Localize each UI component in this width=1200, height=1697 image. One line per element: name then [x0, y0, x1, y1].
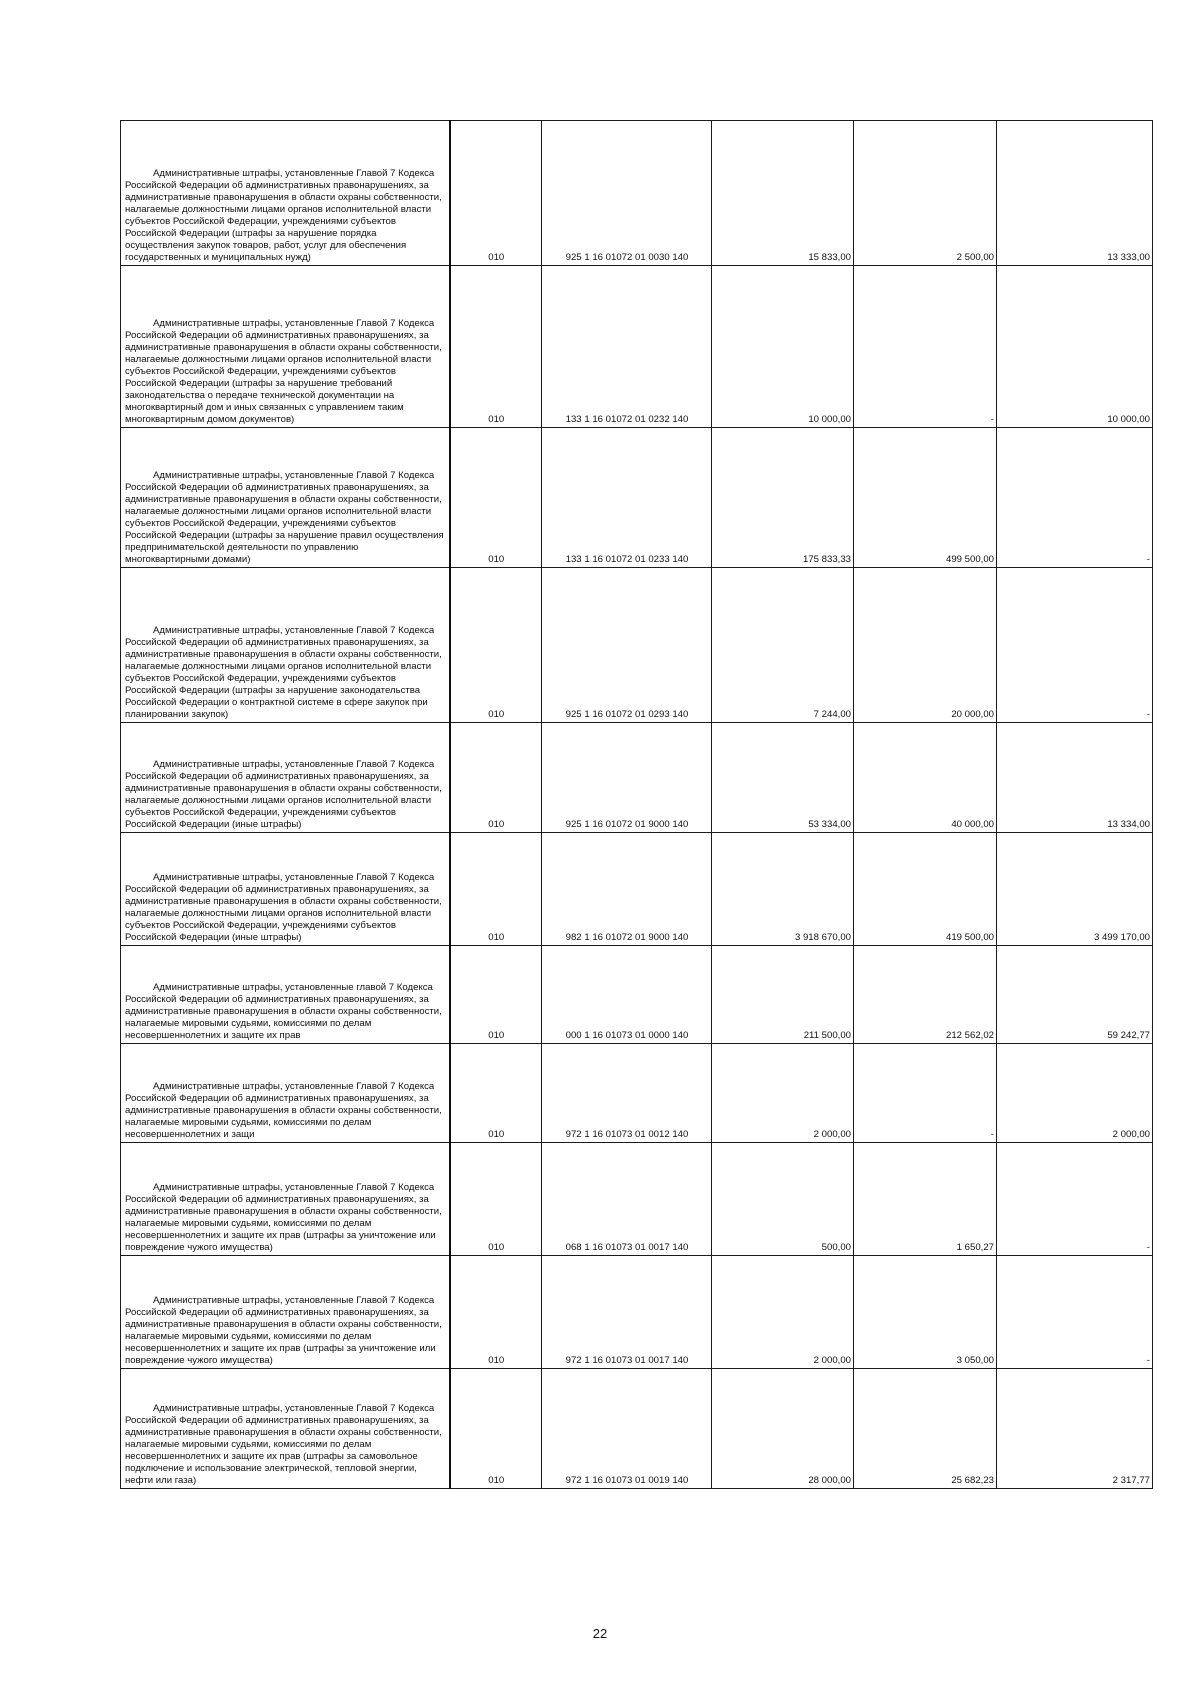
- row-value-2: 499 500,00: [854, 428, 997, 568]
- row-value-2: -: [854, 1044, 997, 1143]
- row-line-code: 010: [450, 946, 542, 1044]
- row-value-1: 3 918 670,00: [712, 833, 854, 946]
- row-name: Административные штрафы, установленные Главой 7 Кодекса Российской Федерации об административных правонарушениях, за административные правонарушения в области охраны собственности, налагаемые мировыми судьями, комиссиями по делам несовершеннолетних и защите их прав (штрафы за уничтожение или повреждение чужого имущества): [125, 1295, 442, 1366]
- row-value-3: -: [997, 568, 1153, 723]
- row-kbk-code: 982 1 16 01072 01 9000 140: [542, 833, 712, 946]
- row-kbk-code: 133 1 16 01072 01 0233 140: [542, 428, 712, 568]
- row-value-2: 25 682,23: [854, 1369, 997, 1489]
- row-value-1: 10 000,00: [712, 266, 854, 428]
- row-value-2: 20 000,00: [854, 568, 997, 723]
- row-value-3: 13 334,00: [997, 723, 1153, 833]
- row-line-code: 010: [450, 1143, 542, 1256]
- table-row: [121, 1044, 1153, 1143]
- row-kbk-code: 972 1 16 01073 01 0017 140: [542, 1256, 712, 1369]
- table-row: [121, 1256, 1153, 1369]
- row-name: Административные штрафы, установленные Главой 7 Кодекса Российской Федерации об административных правонарушениях, за административные правонарушения в области охраны собственности, налагаемые мировыми судьями, комиссиями по делам несовершеннолетних и защите их прав (штрафы за самовольное подключение и использование электрической, тепловой энергии, нефти или газа): [125, 1403, 442, 1486]
- row-value-3: 3 499 170,00: [997, 833, 1153, 946]
- row-value-3: 2 317,77: [997, 1369, 1153, 1489]
- row-value-3: 10 000,00: [997, 266, 1153, 428]
- row-value-3: 13 333,00: [997, 121, 1153, 266]
- row-value-2: 1 650,27: [854, 1143, 997, 1256]
- table-row: [121, 833, 1153, 946]
- row-value-3: -: [997, 1256, 1153, 1369]
- row-line-code: 010: [450, 121, 542, 266]
- row-kbk-code: 068 1 16 01073 01 0017 140: [542, 1143, 712, 1256]
- row-name-cell: [121, 568, 450, 723]
- table-row: [121, 428, 1153, 568]
- row-value-1: 211 500,00: [712, 946, 854, 1044]
- row-name-cell: [121, 723, 450, 833]
- row-name-cell: [121, 1369, 450, 1489]
- row-line-code: 010: [450, 568, 542, 723]
- row-name: Административные штрафы, установленные Главой 7 Кодекса Российской Федерации об административных правонарушениях, за административные правонарушения в области охраны собственности, налагаемые должностными лицами органов исполнительной власти субъектов Российской Федерации, учреждениями субъектов Российской Федерации (штрафы за нарушение законодательства Российской Федерации о контрактной системе в сфере закупок при планировании закупок): [125, 625, 442, 720]
- row-name: Административные штрафы, установленные Главой 7 Кодекса Российской Федерации об административных правонарушениях, за административные правонарушения в области охраны собственности, налагаемые должностными лицами органов исполнительной власти субъектов Российской Федерации, учреждениями субъектов Российской Федерации (штрафы за нарушение требований законодательства о передаче технической документации на многоквартирный дом и иных связанных с управлением таким многоквартирным домом документов): [125, 318, 442, 425]
- row-line-code: 010: [450, 1369, 542, 1489]
- row-value-1: 7 244,00: [712, 568, 854, 723]
- row-name-cell: [121, 121, 450, 266]
- row-value-2: 212 562,02: [854, 946, 997, 1044]
- row-kbk-code: 925 1 16 01072 01 0030 140: [542, 121, 712, 266]
- row-value-1: 175 833,33: [712, 428, 854, 568]
- row-value-2: -: [854, 266, 997, 428]
- row-value-3: 2 000,00: [997, 1044, 1153, 1143]
- row-line-code: 010: [450, 266, 542, 428]
- row-name: Административные штрафы, установленные Главой 7 Кодекса Российской Федерации об административных правонарушениях, за административные правонарушения в области охраны собственности, налагаемые должностными лицами органов исполнительной власти субъектов Российской Федерации, учреждениями субъектов Российской Федерации (штрафы за нарушение правил осуществления предпринимательской деятельности по управлению многоквартирными домами): [125, 470, 444, 565]
- row-name-cell: [121, 1044, 450, 1143]
- page-number: 22: [592, 1626, 608, 1641]
- row-kbk-code: 925 1 16 01072 01 0293 140: [542, 568, 712, 723]
- revenue-table: [120, 120, 1153, 1489]
- row-line-code: 010: [450, 723, 542, 833]
- row-name: Административные штрафы, установленные Главой 7 Кодекса Российской Федерации об административных правонарушениях, за административные правонарушения в области охраны собственности, налагаемые должностными лицами органов исполнительной власти субъектов Российской Федерации, учреждениями субъектов Российской Федерации (штрафы за нарушение порядка осуществления закупок товаров, работ, услуг для обеспечения государственных и муниципальных нужд): [125, 168, 442, 263]
- row-name-cell: [121, 1256, 450, 1369]
- table-body: [121, 121, 1153, 1489]
- table-row: [121, 723, 1153, 833]
- row-value-3: -: [997, 1143, 1153, 1256]
- row-value-1: 2 000,00: [712, 1256, 854, 1369]
- table-row: [121, 1143, 1153, 1256]
- row-name: Административные штрафы, установленные главой 7 Кодекса Российской Федерации об административных правонарушениях, за административные правонарушения в области охраны собственности, налагаемые мировыми судьями, комиссиями по делам несовершеннолетних и защите их прав: [125, 982, 442, 1041]
- row-value-1: 15 833,00: [712, 121, 854, 266]
- row-value-1: 2 000,00: [712, 1044, 854, 1143]
- row-name-cell: [121, 428, 450, 568]
- row-kbk-code: 972 1 16 01073 01 0019 140: [542, 1369, 712, 1489]
- row-kbk-code: 000 1 16 01073 01 0000 140: [542, 946, 712, 1044]
- row-name: Административные штрафы, установленные Главой 7 Кодекса Российской Федерации об административных правонарушениях, за административные правонарушения в области охраны собственности, налагаемые мировыми судьями, комиссиями по делам несовершеннолетних и защите их прав (штрафы за уничтожение или повреждение чужого имущества): [125, 1182, 442, 1253]
- row-kbk-code: 133 1 16 01072 01 0232 140: [542, 266, 712, 428]
- row-name-cell: [121, 266, 450, 428]
- row-kbk-code: 925 1 16 01072 01 9000 140: [542, 723, 712, 833]
- row-value-3: -: [997, 428, 1153, 568]
- table-row: [121, 266, 1153, 428]
- table-row: [121, 946, 1153, 1044]
- row-value-1: 53 334,00: [712, 723, 854, 833]
- row-value-2: 40 000,00: [854, 723, 997, 833]
- table-row: [121, 1369, 1153, 1489]
- row-value-2: 419 500,00: [854, 833, 997, 946]
- row-line-code: 010: [450, 428, 542, 568]
- row-line-code: 010: [450, 1256, 542, 1369]
- row-kbk-code: 972 1 16 01073 01 0012 140: [542, 1044, 712, 1143]
- row-name: Административные штрафы, установленные Главой 7 Кодекса Российской Федерации об административных правонарушениях, за административные правонарушения в области охраны собственности, налагаемые должностными лицами органов исполнительной власти субъектов Российской Федерации, учреждениями субъектов Российской Федерации (иные штрафы): [125, 872, 442, 943]
- row-name: Административные штрафы, установленные Главой 7 Кодекса Российской Федерации об административных правонарушениях, за административные правонарушения в области охраны собственности, налагаемые мировыми судьями, комиссиями по делам несовершеннолетних и защи: [125, 1081, 442, 1140]
- row-value-3: 59 242,77: [997, 946, 1153, 1044]
- table-row: [121, 568, 1153, 723]
- row-name-cell: [121, 833, 450, 946]
- row-value-2: 3 050,00: [854, 1256, 997, 1369]
- row-value-1: 500,00: [712, 1143, 854, 1256]
- row-name: Административные штрафы, установленные Главой 7 Кодекса Российской Федерации об административных правонарушениях, за административные правонарушения в области охраны собственности, налагаемые должностными лицами органов исполнительной власти субъектов Российской Федерации, учреждениями субъектов Российской Федерации (иные штрафы): [125, 759, 442, 830]
- row-value-2: 2 500,00: [854, 121, 997, 266]
- row-value-1: 28 000,00: [712, 1369, 854, 1489]
- row-line-code: 010: [450, 1044, 542, 1143]
- row-name-cell: [121, 1143, 450, 1256]
- row-line-code: 010: [450, 833, 542, 946]
- row-name-cell: [121, 946, 450, 1044]
- table-row: [121, 121, 1153, 266]
